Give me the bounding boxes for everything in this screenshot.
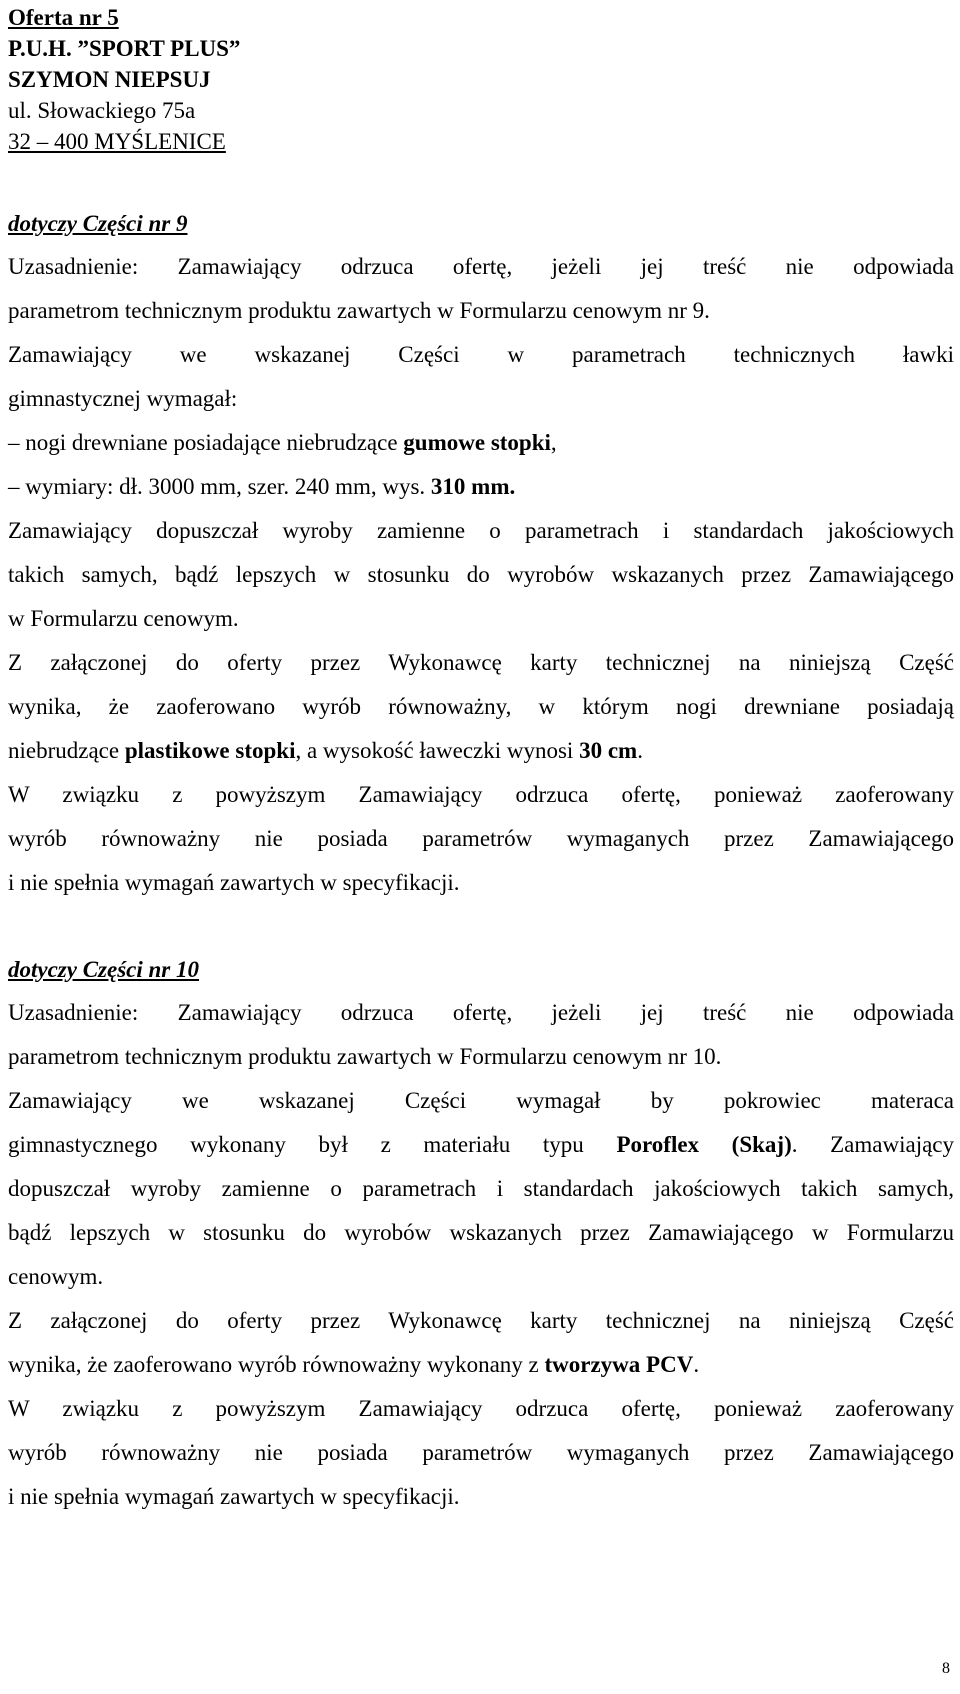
section-part-9 xyxy=(8,209,954,905)
text-line: gimnastycznego wykonany był z materiału typu Poroflex (Skaj). Zamawiający xyxy=(8,1132,955,1157)
text-line: cenowym. xyxy=(8,1264,104,1289)
text-line: Z załączonej do oferty przez Wykonawcę karty technicznej na niniejszą Część xyxy=(8,650,954,675)
text-line: parametrom technicznym produktu zawartych w Formularzu cenowym nr 9. xyxy=(8,298,710,323)
text-line: wynika, że zaoferowano wyrób równoważny wykonany z tworzywa PCV. xyxy=(8,1352,700,1377)
text-line: Z załączonej do oferty przez Wykonawcę karty technicznej na niniejszą Część xyxy=(8,1308,954,1333)
requirement-item: – nogi drewniane posiadające niebrudzące gumowe stopki, xyxy=(8,430,557,455)
text-line: wyrób równoważny nie posiada parametrów wymaganych przez Zamawiającego xyxy=(8,826,954,851)
offer-number: Oferta nr 5 xyxy=(8,5,119,30)
text-line: Uzasadnienie: Zamawiający odrzuca ofertę, jeżeli jej treść nie odpowiada xyxy=(8,254,954,279)
text-line: takich samych, bądź lepszych w stosunku do wyrobów wskazanych przez Zamawiającego xyxy=(8,562,954,587)
text-line: W związku z powyższym Zamawiający odrzuca ofertę, ponieważ zaoferowany xyxy=(8,782,954,807)
page-number: 8 xyxy=(942,1660,950,1677)
section-body xyxy=(8,245,954,905)
text-line: bądź lepszych w stosunku do wyrobów wskazanych przez Zamawiającego w Formularzu xyxy=(8,1220,954,1245)
text-line: Zamawiający we wskazanej Części w parametrach technicznych ławki xyxy=(8,342,954,367)
text-line: W związku z powyższym Zamawiający odrzuca ofertę, ponieważ zaoferowany xyxy=(8,1396,954,1421)
section-title: dotyczy Części nr 10 xyxy=(8,957,200,982)
document-page xyxy=(8,0,954,1519)
section-body xyxy=(8,991,954,1519)
text-line: niebrudzące plastikowe stopki, a wysokość ławeczki wynosi 30 cm. xyxy=(8,738,643,763)
text-line: wynika, że zaoferowano wyrób równoważny, w którym nogi drewniane posiadają xyxy=(8,694,954,719)
section-title: dotyczy Części nr 9 xyxy=(8,211,188,236)
postal-city: 32 – 400 MYŚLENICE xyxy=(8,129,226,154)
text-line: parametrom technicznym produktu zawartych w Formularzu cenowym nr 10. xyxy=(8,1044,722,1069)
text-line: i nie spełnia wymagań zawartych w specyfikacji. xyxy=(8,1484,460,1509)
text-line: i nie spełnia wymagań zawartych w specyfikacji. xyxy=(8,870,460,895)
text-line: w Formularzu cenowym. xyxy=(8,606,239,631)
company-name: P.U.H. ”SPORT PLUS” xyxy=(8,36,241,61)
owner-name: SZYMON NIEPSUJ xyxy=(8,67,211,92)
text-line: wyrób równoważny nie posiada parametrów wymaganych przez Zamawiającego xyxy=(8,1440,954,1465)
requirement-item: – wymiary: dł. 3000 mm, szer. 240 mm, wys. 310 mm. xyxy=(8,474,516,499)
section-part-10 xyxy=(8,955,954,1519)
text-line: gimnastycznej wymagał: xyxy=(8,386,238,411)
text-line: Zamawiający dopuszczał wyroby zamienne o parametrach i standardach jakościowych xyxy=(8,518,954,543)
text-line: Uzasadnienie: Zamawiający odrzuca ofertę, jeżeli jej treść nie odpowiada xyxy=(8,1000,954,1025)
text-line: dopuszczał wyroby zamienne o parametrach i standardach jakościowych takich samych, xyxy=(8,1176,954,1201)
offer-header xyxy=(8,2,954,157)
street-address: ul. Słowackiego 75a xyxy=(8,98,196,123)
text-line: Zamawiający we wskazanej Części wymagał by pokrowiec materaca xyxy=(8,1088,954,1113)
